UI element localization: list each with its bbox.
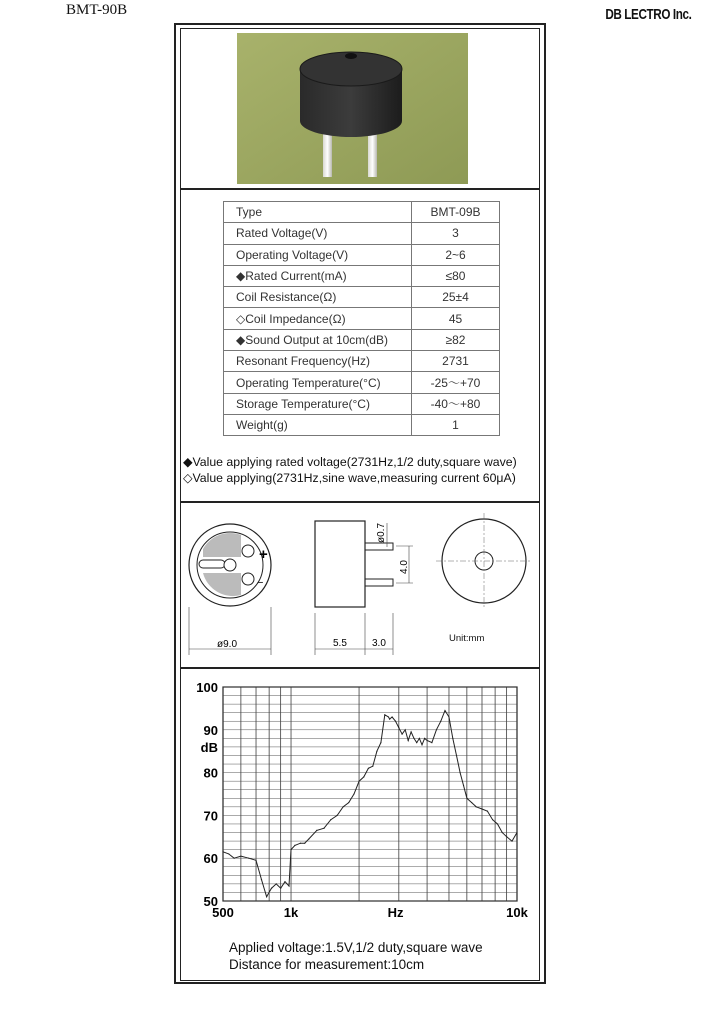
spec-row xyxy=(224,244,500,265)
caption-distance: Distance for measurement:10cm xyxy=(229,957,425,972)
photo-panel xyxy=(180,28,540,189)
spec-notes xyxy=(183,454,517,486)
spec-label: Coil Resistance(Ω) xyxy=(224,287,412,308)
spec-value: 1 xyxy=(412,414,500,435)
plot-area xyxy=(223,687,517,901)
y-axis-label: dB xyxy=(200,739,218,755)
bottom-view xyxy=(189,524,271,655)
spec-row xyxy=(224,287,500,308)
note-sine-wave: ◇Value applying(2731Hz,sine wave,measuring current 60μA) xyxy=(183,471,516,485)
spec-value: 25±4 xyxy=(412,287,500,308)
spec-label: Operating Voltage(V) xyxy=(224,244,412,265)
spec-value: 3 xyxy=(412,223,500,244)
brand-logo: DB LECTRO Inc. xyxy=(605,6,692,23)
spec-value: BMT-09B xyxy=(412,202,500,223)
chart-caption xyxy=(229,939,483,973)
y-tick-label: 50 xyxy=(203,894,218,909)
spec-panel xyxy=(180,189,540,502)
y-tick-label: 80 xyxy=(203,765,218,781)
side-view xyxy=(315,521,413,655)
spec-label: Rated Voltage(V) xyxy=(224,223,412,244)
plus-terminal-label: + xyxy=(259,546,268,563)
caption-applied-voltage: Applied voltage:1.5V,1/2 duty,square wave xyxy=(229,940,483,955)
top-view xyxy=(436,513,532,609)
spec-value: ≤80 xyxy=(412,265,500,286)
pin-diameter-label: ø0.7 xyxy=(376,522,387,543)
spec-value: ≥82 xyxy=(412,329,500,350)
spec-label: Resonant Frequency(Hz) xyxy=(224,351,412,372)
spec-label: Type xyxy=(224,202,412,223)
spec-row xyxy=(224,351,500,372)
spec-value: -40～+80 xyxy=(412,393,500,414)
note-rated-voltage: ◆Value applying rated voltage(2731Hz,1/2 duty,square wave) xyxy=(183,455,517,469)
spec-row xyxy=(224,393,500,414)
spec-label: Operating Temperature(°C) xyxy=(224,372,412,393)
frequency-response-chart xyxy=(181,669,543,919)
spec-value: -25～+70 xyxy=(412,372,500,393)
spec-row xyxy=(224,414,500,435)
x-tick-label: 10k xyxy=(506,905,528,919)
datasheet-frame xyxy=(174,23,546,984)
x-tick-label: 1k xyxy=(283,905,299,919)
spec-row xyxy=(224,265,500,286)
model-code: BMT-90B xyxy=(66,2,128,18)
spec-label: ◆Rated Current(mA) xyxy=(224,265,412,286)
spec-row xyxy=(224,372,500,393)
spec-label: ◇Coil Impedance(Ω) xyxy=(224,308,412,329)
unit-label: Unit:mm xyxy=(449,633,485,644)
spec-row xyxy=(224,329,500,350)
spec-row xyxy=(224,202,500,223)
dimension-drawing xyxy=(181,503,543,666)
spec-label: ◆Sound Output at 10cm(dB) xyxy=(224,329,412,350)
y-tick-label: 70 xyxy=(203,808,218,824)
spec-value: 45 xyxy=(412,308,500,329)
x-axis-label: Hz xyxy=(387,905,404,919)
spec-row xyxy=(224,308,500,329)
spec-row xyxy=(224,223,500,244)
body-height-label: 5.5 xyxy=(333,638,347,649)
spec-label: Weight(g) xyxy=(224,414,412,435)
diameter-label: ø9.0 xyxy=(217,639,238,650)
pin-length-label: 3.0 xyxy=(372,638,386,649)
dimension-panel xyxy=(180,502,540,668)
y-tick-label: 60 xyxy=(203,851,218,867)
spec-value: 2731 xyxy=(412,351,500,372)
spec-label: Storage Temperature(°C) xyxy=(224,393,412,414)
chart-panel xyxy=(180,668,540,981)
minus-terminal-label: − xyxy=(257,577,264,589)
y-tick-label: 100 xyxy=(196,680,218,695)
x-tick-label: 500 xyxy=(212,905,234,919)
pin-spacing-label: 4.0 xyxy=(399,560,410,574)
y-tick-label: 90 xyxy=(203,722,218,738)
buzzer-photo xyxy=(237,33,468,184)
spec-table xyxy=(223,201,500,436)
spec-value: 2~6 xyxy=(412,244,500,265)
